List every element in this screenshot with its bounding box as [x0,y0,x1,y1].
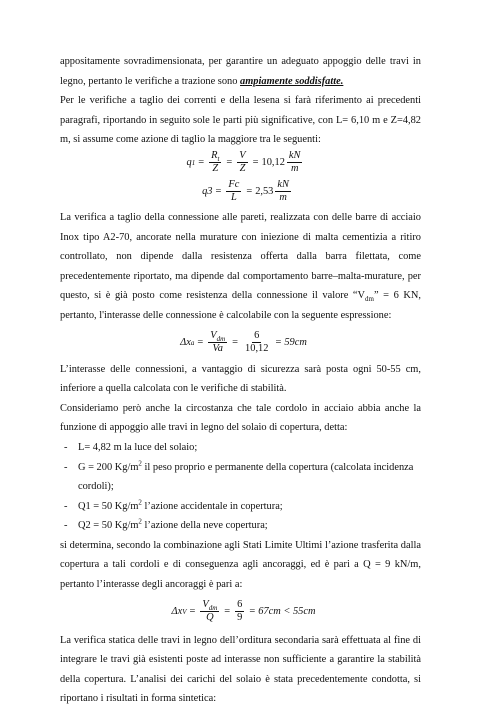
list-item: - Q1 = 50 $Kg/m^2$ l’azione accidentale in copertura; [60,497,421,517]
equation-delta-xv: Δx V = $\frac{V_{dm}}{Q}$ = $\frac{6}{9}$ = 67cm < 55cm [171,599,316,624]
equation-q1: q 1 = $\frac{R_t}{Z}$ = $\frac{V}{Z}$ = 10,12 $\frac{kN}{m}$ [186,150,301,175]
paragraph-6: si determina, secondo la combinazione agli Stati Limite Ultimi l’azione trasferita dalla copertura a tali cordoli e di conseguenza agli ancoraggi, ed è pari a Q = 9 kN/m, pertanto l’interasse degli ancoraggi è pari a: [60,539,421,591]
load-list [60,438,421,536]
document-page [60,52,421,709]
equation-delta-xa: Δx a = $\frac{V_{dm}}{Va}$ = $\frac{6}{10,12}$ = 59cm [180,330,307,355]
paragraph-7: La verifica statica delle travi in legno dell’orditura secondaria sarà effettuata al fine di integrare le travi già esistenti poste ad interasse non sufficiente a garantire la stabilità della copertura. L’analisi dei carichi del solaio è stata precedentemente condotta, si riportano i risultati in forma sintetica: [60,634,421,705]
paragraph-4: L’interasse delle connessioni, a vantaggio di sicurezza sarà posta ogni 50-55 cm, inferiore a quella calcolata con le verifiche di stabilità. [60,363,421,395]
paragraph-3: La verifica a taglio della connessione alle pareti, realizzata con delle barre di acciaio Inox tipo A2-70, ancorate nella murature con iniezione di malta cementizia a ritiro controllato, non dipende dalla resistenza offerta dalla barra filettata, come precedentemente riportato, ma dipende dal comportamento barre–malta-murature, per questo, si è già posto come resistenza della connessione il valore “$V_{dm}$” = 6 KN, pertanto, l'interasse delle connessione è calcolabile con la seguente espressione: [60,211,421,321]
paragraph-2: Per le verifiche a taglio dei correnti e della lesena si farà riferimento ai precedenti paragrafi, riportando in seguito sole le parti più significative, con L= 6,10 m e Z=4,82 m, si assume come azione di taglio la maggiore tra le seguenti: [60,95,421,146]
paragraph-1: appositamente sovradimensionata, per garantire un adeguato appoggio delle travi in legno, pertanto le verifiche a trazione sono ampiamente soddisfatte. [60,56,421,87]
list-item: - Q2 = 50 $Kg/m^2$ l’azione della neve copertura; [60,516,421,536]
emphasis-text: ampiamente soddisfatte. [240,75,344,87]
paragraph-5: Consideriamo però anche la circostanza che tale cordolo in acciaio abbia anche la funzione di appoggio alle travi in legno del solaio di copertura, detta: [60,402,421,434]
list-item: - L= 4,82 m la luce del solaio; [60,438,421,458]
list-item: - G = 200 $Kg/m^2$ il peso proprio e permanente della copertura (calcolata incidenza cordoli); [60,458,421,497]
equation-q3: q3 = $\frac{Fc}{L}$ = 2,53 $\frac{kN}{m}$ [202,179,289,204]
